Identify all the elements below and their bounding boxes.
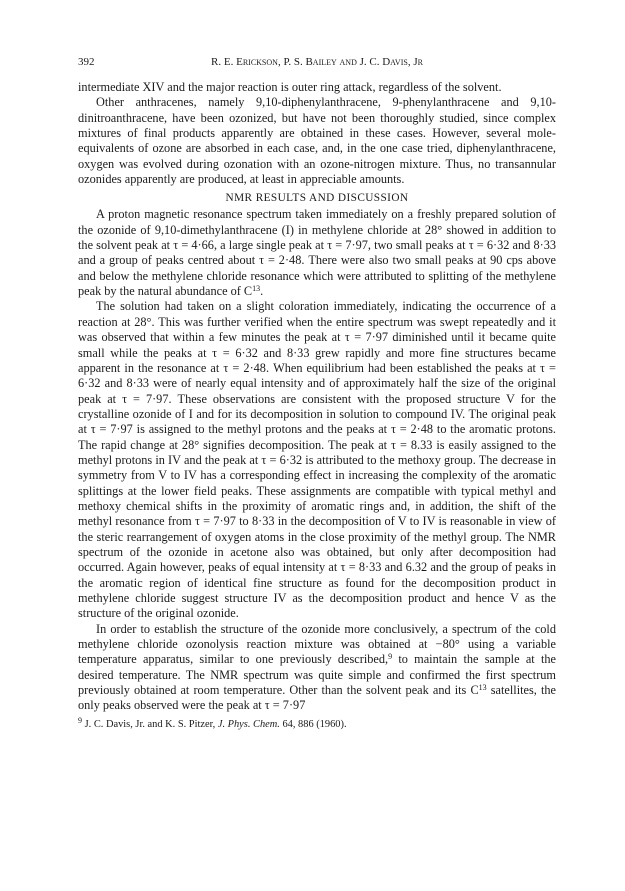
paragraph-text: A proton magnetic resonance spectrum taken immediately on a freshly prepared solution of the ozonide of 9,10-dimethylanthracene (I) in methylene chloride at 28° showed in addition to the solvent peak at τ = 4·66, a large single peak at τ = 7·97, two small peaks at τ = 6·32 and 8·33 and a group of peaks centred about τ = 2·48. There were also two small peaks at 90 cps above and below the methylene chloride resonance which were attributed to splitting of the methylene peak by the natural abundance of C — [78, 207, 556, 299]
paragraph-decomposition: The solution had taken on a slight coloration immediately, indicating the occurrence of a reaction at 28°. This was further verified when the entire spectrum was swept repeatedly and it was observed that within a few minutes the peak at τ = 7·97 diminished until it became quite small while the peaks at τ = 6·32 and 8·33 grew rapidly and more fine structures became apparent in the resonance at τ = 2·48. When equilibrium had been established the peaks at τ = 6·32 and 8·33 were of nearly equal intensity and of approximately half the size of the original peak at τ = 7·97. These observations are consistent with the proposed structure V for the crystalline ozonide of I and for its decomposition in solution to compound IV. The original peak at τ = 7·97 is assigned to the methyl protons and the peaks at τ = 2·48 to the aromatic protons. The rapid change at 28° signifies decomposition. The peak at τ = 8.33 is easily assigned to the methyl protons in IV and the peak at τ = 6·32 is attributed to the methoxy group. The decrease in symmetry from V to IV has a corresponding effect in increasing the complexity of the aromatic splittings at the lower field peaks. These assignments are compatible with typical methyl and methoxy chemical shifts in the proximity of aromatic rings and, in addition, the shift of the methyl resonance from τ = 7·97 to 8·33 in the decomposition of V to IV is reasonable in view of the steric rearrangement of oxygen atoms in the close proximity of the methyl group. The NMR spectrum of the ozonide in acetone also was obtained, but only after decomposition had occurred. Again however, peaks of equal intensity at τ = 8·33 and 6.32 and the group of peaks in the aromatic region of identical fine structure as found for the decomposition product in methylene chloride suggest structure IV as the decomposition product and hence V as the structure of the original ozonide. — [78, 299, 556, 621]
superscript-c13: 13 — [478, 683, 487, 693]
footnote-marker: 9 — [78, 715, 82, 725]
footnote-journal: J. Phys. Chem. — [217, 718, 280, 730]
paragraph-end: . — [260, 284, 264, 299]
page-number: 392 — [78, 56, 95, 68]
superscript-c13: 13 — [252, 284, 261, 294]
footnote — [78, 715, 556, 731]
paragraph-continuation: intermediate XIV and the major reaction is outer ring attack, regardless of the solvent. — [78, 80, 502, 94]
footnote-authors: J. C. Davis, Jr. and K. S. Pitzer, — [82, 718, 218, 730]
paragraph-text: satellites, the only peaks observed were the peak at τ = 7·97 — [78, 683, 556, 713]
running-head-authors: R. E. Erickson, P. S. Bailey and J. C. Davis, Jr — [211, 56, 423, 68]
paragraph-other-anthracenes: Other anthracenes, namely 9,10-diphenylanthracene, 9-phenylanthracene and 9,10-dinitroanthracene, have been ozonized, but have not been thoroughly studied, since complex mixtures of final products apparently are obtained in these cases. However, several mole-equivalents of ozone are absorbed in each case, and, in the one case tried, diphenylanthracene, oxygen was evolved during ozonation with an ozone-nitrogen mixture. Thus, no transannular ozonides apparently are produced, at least in appreciable amounts. — [78, 95, 556, 187]
paragraph-text: to maintain the sample at the desired temperature. The NMR spectrum was quite simple and confirmed the first spectrum previously obtained at room temperature. Other than the solvent peak and its C — [78, 652, 556, 698]
paragraph-text: In order to establish the structure of the ozonide more conclusively, a spectrum of the cold methylene chloride ozonolysis reaction mixture was obtained at −80° using a variable temperature apparatus, similar to one previously described, — [78, 621, 556, 667]
footnote-reference: 9 — [388, 652, 393, 662]
paragraph-nmr-spectrum — [78, 207, 556, 299]
section-heading: NMR RESULTS AND DISCUSSION — [225, 192, 409, 205]
running-head — [78, 56, 556, 72]
journal-page — [78, 56, 556, 731]
footnote-citation: 64, 886 (1960). — [279, 718, 347, 730]
paragraph-low-temperature — [78, 622, 556, 714]
